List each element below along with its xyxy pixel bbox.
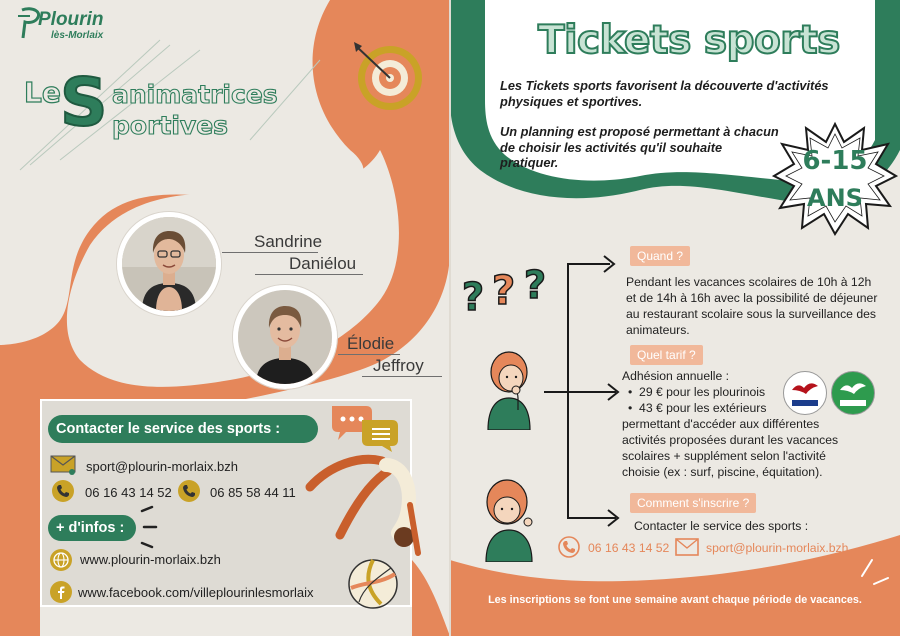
inscrire-phone[interactable]: 06 16 43 14 52 (588, 541, 670, 555)
more-info-heading: + d'infos : (48, 515, 136, 541)
phone-icon (178, 480, 200, 502)
website-link[interactable]: www.plourin-morlaix.bzh (80, 552, 221, 567)
starburst-badge (772, 120, 898, 238)
inscrire-email[interactable]: sport@plourin-morlaix.bzh (706, 541, 849, 555)
contact-phone-2[interactable]: 06 85 58 44 11 (210, 485, 296, 500)
portrait-elodie (233, 285, 337, 389)
ancv-badge-icon (783, 371, 827, 415)
person-1-last-name: Daniélou (289, 254, 357, 273)
target-icon (350, 40, 426, 112)
age-unit: ANS (807, 184, 863, 212)
tarif-text: permettant d'accéder aux différentes activités proposées durant les vacances scolaires + supplément selon l'activité choisie (ex : surf, piscine, équitation). (622, 417, 839, 479)
tarif-label: Quel tarif ? (630, 345, 703, 365)
footer-note: Les inscriptions se font une semaine avant chaque période de vacances. (488, 594, 862, 606)
phone-icon (558, 536, 580, 558)
quand-text: Pendant les vacances scolaires de 10h à 12h et de 14h à 16h avec la possibilité de déjeuner au restaurant scolaire sous la surveillance des animateurs. (626, 275, 878, 337)
person-avatar-icon (122, 217, 216, 311)
price-item: • 43 € pour les extérieurs (628, 401, 767, 415)
svg-text:?: ? (462, 275, 485, 319)
divider-line (255, 274, 363, 275)
svg-text:?: ? (492, 268, 516, 314)
volleyball-icon (347, 558, 399, 610)
thinking-person-illustration (478, 470, 540, 562)
contact-heading: Contacter le service des sports : (48, 415, 318, 443)
ancv-badge-icon (831, 371, 875, 415)
title-le: Le (24, 76, 61, 109)
intro-paragraph-1: Les Tickets sports favorisent la découverte d'activités physiques et sportives. (500, 78, 829, 109)
portrait-sandrine (117, 212, 221, 316)
globe-icon (50, 549, 72, 571)
quand-label: Quand ? (630, 246, 690, 266)
title-line-2: portives (112, 111, 229, 140)
price-item: • 29 € pour les plourinois (628, 385, 766, 399)
facebook-link[interactable]: www.facebook.com/villeplourinlesmorlaix (78, 585, 314, 600)
price-2: 43 € pour les extérieurs (639, 401, 767, 415)
person-avatar-icon (238, 290, 332, 384)
logo-name: Plourin (38, 9, 104, 30)
divider-line (338, 354, 400, 355)
intro-paragraph-2: Un planning est proposé permettant à chacun de choisir les activités qu'il souhaite pratiquer. (500, 124, 779, 170)
price-1: 29 € pour les plourinois (639, 385, 766, 399)
svg-text:?: ? (524, 268, 547, 307)
title-big-s: S (60, 64, 108, 141)
person-2-first-name: Élodie (347, 334, 395, 353)
divider-line (222, 252, 318, 253)
person-2-last-name: Jeffroy (373, 356, 424, 375)
sparkle-lines-icon (138, 505, 160, 549)
gymnast-illustration (300, 445, 435, 560)
contact-phone-1[interactable]: 06 16 43 14 52 (85, 485, 172, 500)
title-line-1: animatrices (112, 80, 278, 109)
inscrire-label: Comment s'inscrire ? (630, 493, 756, 513)
arrow-icon (540, 250, 630, 530)
contact-email[interactable]: sport@plourin-morlaix.bzh (86, 459, 238, 474)
tarif-intro: Adhésion annuelle : (622, 369, 730, 383)
thinking-person-illustration (478, 340, 540, 430)
phone-icon (52, 480, 74, 502)
age-range: 6-15 (802, 146, 868, 176)
logo-subtitle: lès-Morlaix (51, 30, 104, 41)
facebook-icon (50, 581, 72, 603)
page-title: Tickets sports (538, 18, 840, 63)
mail-icon (675, 538, 699, 556)
person-1-first-name: Sandrine (254, 232, 323, 251)
inscrire-text: Contacter le service des sports : (634, 519, 809, 533)
divider-line (362, 376, 442, 377)
mail-icon (50, 455, 76, 475)
